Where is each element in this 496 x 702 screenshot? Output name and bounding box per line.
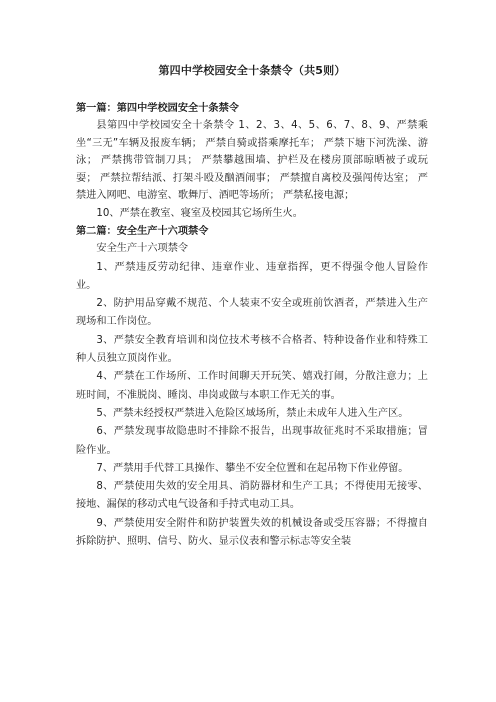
paragraph: 8、严禁使用失效的安全用具、消防器材和生产工具；不得使用无接零、接地、漏保的移动式电气设备和手持式电动工具。 (76, 481, 428, 511)
paragraph: 10、严禁在教室、寝室及校园其它场所生火。 (96, 207, 303, 219)
paragraph: 1、严禁违反劳动纪律、违章作业、违章指挥，更不得强令他人冒险作业。 (76, 261, 428, 291)
paragraph: 2、防护用品穿戴不规范、个人装束不安全或班前饮酒者，严禁进入生产现场和工作岗位。 (76, 298, 428, 328)
section-heading: 第二篇：安全生产十六项禁令 (76, 226, 209, 238)
paragraph: 5、严禁未经授权严禁进入危险区域场所，禁止未成年人进入生产区。 (96, 407, 409, 419)
paragraph: 6、严禁发现事故隐患时不排除不报告，出现事故征兆时不采取措施；冒险作业。 (76, 426, 428, 456)
document-title: 第四中学校园安全十条禁令（共5则） (158, 64, 346, 77)
paragraph: 3、严禁安全教育培训和岗位技术考核不合格者、特种设备作业和特殊工种人员独立顶岗作业。 (76, 334, 428, 365)
paragraph: 安全生产十六项禁令 (96, 243, 189, 255)
section-heading: 第一篇：第四中学校园安全十条禁令 (76, 103, 239, 114)
paragraph: 4、严禁在工作场所、工作时间聊天开玩笑、嬉戏打闹，分散注意力；上班时间，不准脱岗、睡岗、串岗或做与本职工作无关的事。 (76, 371, 428, 401)
paragraph: 县第四中学校园安全十条禁令 1、2、3、4、5、6、7、8、9、严禁乘坐“三无”车辆及报废车辆； 严禁自骑或搭乘摩托车； 严禁下塘下河洗澡、游泳； 严禁携带管制刀具； 严禁攀越围墙、护栏及在楼房顶部晾晒被子或玩耍； 严禁拉帮结派、打架斗殴及酗酒闹事； 严禁擅自离校及强闯传达室； 严禁进入网吧、电游室、歌舞厅、酒吧等场所； 严禁私接电源； (76, 120, 428, 202)
paragraph: 7、严禁用手代替工具操作、攀坐不安全位置和在起吊物下作业停留。 (96, 462, 409, 474)
section-2 (76, 223, 428, 551)
paragraph: 9、严禁使用安全附件和防护装置失效的机械设备或受压容器；不得擅自拆除防护、照明、信号、防火、显示仪表和警示标志等安全装 (76, 517, 428, 548)
section-1 (76, 100, 428, 223)
